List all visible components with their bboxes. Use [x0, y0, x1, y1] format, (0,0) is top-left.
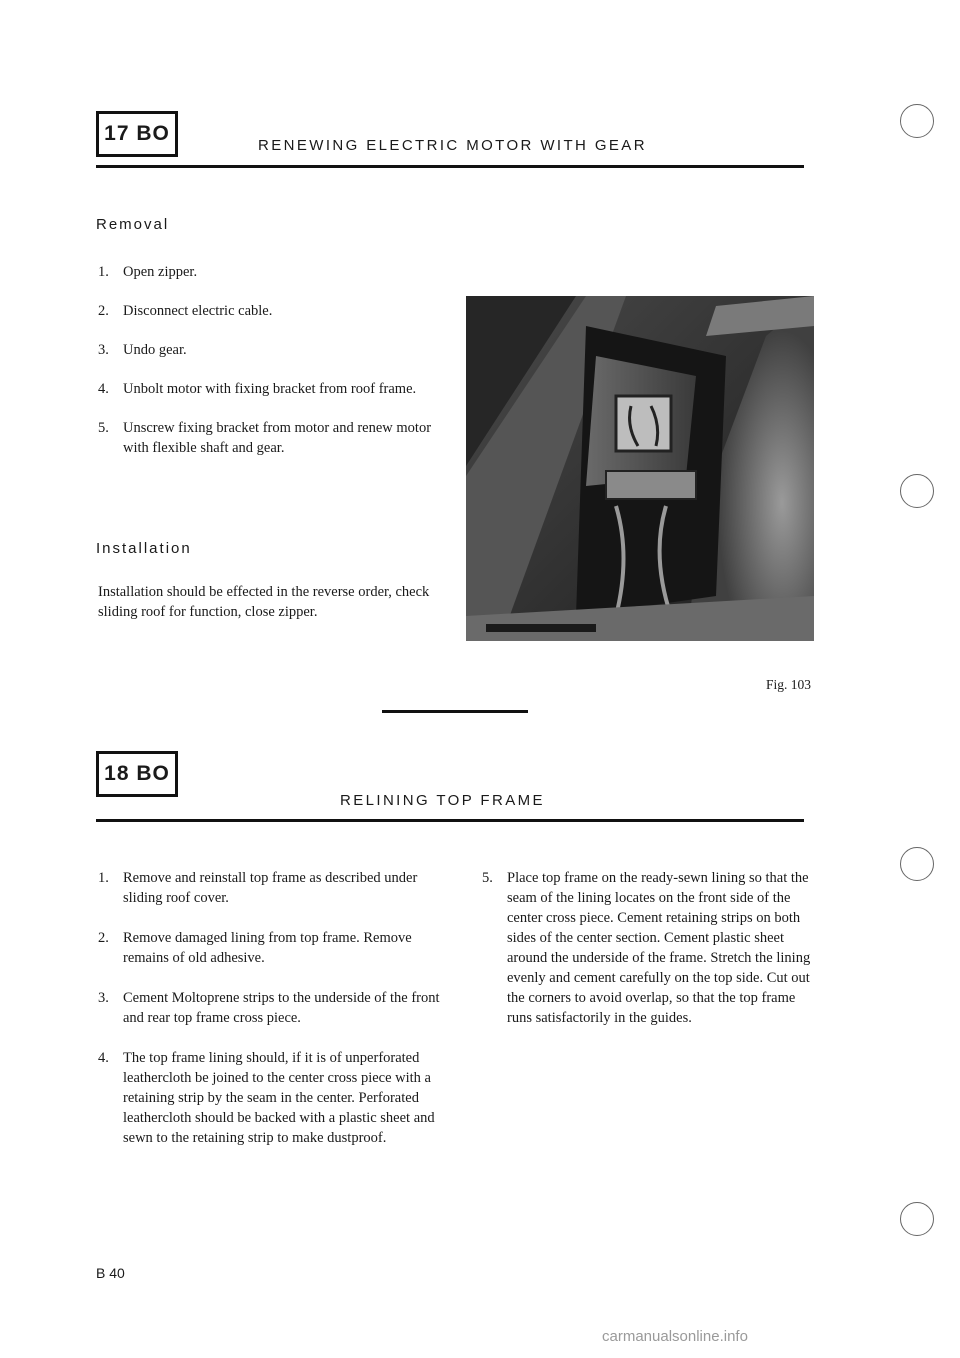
steps-left-column: [98, 868, 450, 1148]
installation-text: Installation should be effected in the reverse order, check sliding roof for function, close zipper.: [98, 584, 430, 620]
list-item: 4. The top frame lining should, if it is of unperforated leathercloth be joined to the center cross piece with a retaining strip by the seam in the center. Perforated leathercloth should be backed with a plastic sheet and sewn to the retaining strip to make dustproof.: [98, 1050, 435, 1146]
watermark: carmanualsonline.info: [602, 1328, 748, 1345]
list-item: 4. Unbolt motor with fixing bracket from roof frame.: [98, 381, 417, 397]
list-item: 2. Remove damaged lining from top frame. Remove remains of old adhesive.: [98, 930, 412, 966]
section-rule: [96, 819, 804, 822]
section-code: 18 BO: [104, 762, 170, 785]
photo-illustration: [466, 296, 814, 641]
section-code-badge: [96, 111, 178, 157]
steps-right-column: [482, 868, 822, 1028]
section-code: 17 BO: [104, 122, 170, 145]
figure-photo: [466, 296, 814, 641]
section-rule: [96, 165, 804, 168]
list-item: 3. Cement Moltoprene strips to the underside of the front and rear top frame cross piece.: [98, 990, 440, 1026]
binder-hole: [900, 1202, 934, 1236]
binder-hole: [900, 847, 934, 881]
binder-hole: [900, 104, 934, 138]
binder-hole: [900, 474, 934, 508]
removal-heading: Removal: [96, 216, 170, 233]
list-item: 2. Disconnect electric cable.: [98, 303, 273, 319]
list-item: 1. Open zipper.: [98, 264, 198, 280]
list-item: 5. Place top frame on the ready-sewn lining so that the seam of the lining locates on the front side of the center cross piece. Cement retaining strips on both sides of the center section. Cement plastic sheet around the underside of the frame. Stretch the lining evenly and cement carefully on the top side. Cut out the corners to avoid overlap, so that the top frame runs satisfactorily in the guides.: [482, 870, 811, 1026]
page-number: B 40: [96, 1265, 125, 1281]
section-code-badge: [96, 751, 178, 797]
list-item: 1. Remove and reinstall top frame as described under sliding roof cover.: [98, 870, 418, 906]
installation-heading: Installation: [96, 540, 192, 557]
removal-steps: [98, 262, 438, 458]
list-item: 3. Undo gear.: [98, 342, 187, 358]
section-divider: [382, 710, 528, 713]
section-title: RENEWING ELECTRIC MOTOR WITH GEAR: [258, 137, 647, 154]
list-item: 5. Unscrew fixing bracket from motor and renew motor with flexible shaft and gear.: [98, 420, 432, 456]
figure-caption: Fig. 103: [766, 677, 812, 692]
section-title: RELINING TOP FRAME: [340, 792, 545, 809]
